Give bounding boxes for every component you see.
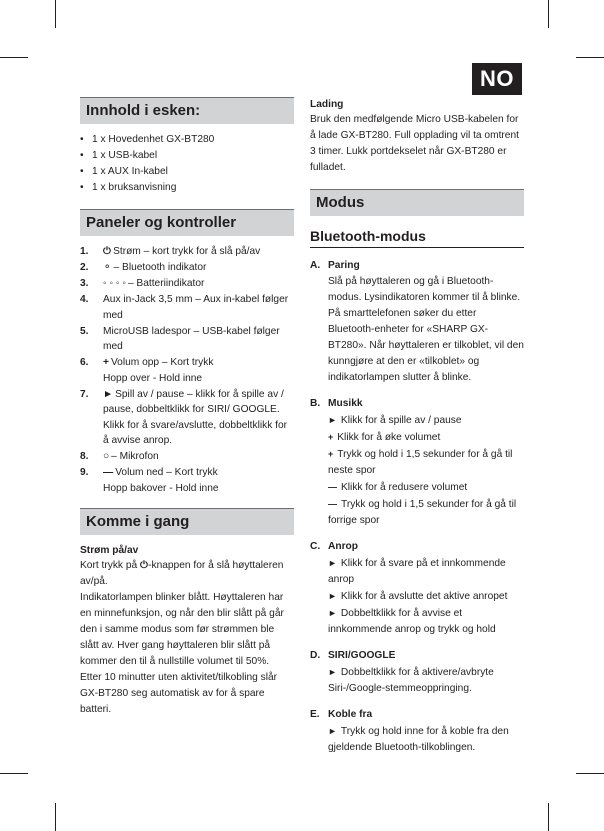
control-icon: ⏻ [103, 246, 112, 257]
controls-list [80, 244, 294, 496]
mode-item [310, 539, 524, 638]
control-text [103, 244, 294, 260]
control-icon: + [103, 357, 109, 368]
control-number: 9. [80, 467, 89, 478]
mode-line-icon: ► [328, 558, 337, 568]
control-text [103, 387, 294, 449]
mode-line [328, 446, 524, 479]
control-description: – Bluetooth indikator [113, 262, 207, 273]
power-subheading: Strøm på/av [80, 545, 139, 556]
power-paragraph-2: Indikatorlampen blinker blått. Høyttaleren har en minnefunksjon, og når den blir slått på går den i samme modus som før strømmen ble slått av. Hver gang høyttaleren blir slått på kommer den til å nullstille volumet til 50%. [80, 592, 284, 667]
control-description: – Batteriindikator [127, 278, 205, 289]
mode-line-text: Dobbeltklikk for å aktivere/avbryte Siri-/Google-stemmeoppringing. [328, 667, 494, 694]
box-item: • 1 x USB-kabel [80, 148, 294, 164]
control-text [103, 324, 294, 355]
right-column [310, 97, 524, 756]
power-paragraph-3: Etter 10 minutter uten aktivitet/tilkobling slår GX-BT280 seg automatisk av for å spare batteri. [80, 672, 278, 715]
control-item [80, 465, 294, 496]
control-text [103, 260, 294, 276]
mode-letter: A. [310, 260, 321, 271]
box-item: • 1 x AUX In-kabel [80, 164, 294, 180]
mode-content [328, 539, 524, 638]
mode-line [328, 588, 524, 605]
mode-items [310, 258, 524, 756]
box-item: • 1 x bruksanvisning [80, 180, 294, 196]
box-item: • 1 x Hovedenhet GX-BT280 [80, 132, 294, 148]
mode-line-text: Slå på høyttaleren og gå i Bluetooth-modus. Lysindikatoren kommer til å blinke. På smarttelefonen søker du etter Bluetooth-enheter for «SHARP GX-BT280». Når høyttaleren er tilkoblet, vil den kunngjøre at den er «tilkoblet» og indikatorlampen slutter å blinke. [328, 276, 524, 383]
mode-content [328, 258, 524, 386]
control-icon: ○ [103, 451, 110, 462]
mode-letter: C. [310, 541, 321, 552]
mode-line-text: Klikk for å øke volumet [337, 432, 441, 443]
mode-line-icon: ► [328, 591, 337, 601]
mode-line-text: Klikk for å avslutte det aktive anropet [340, 591, 508, 602]
charging-paragraph: Bruk den medfølgende Micro USB-kabelen for å lade GX-BT280. Full opplading vil ta omtrent 3 timer. Lukk portdekselet når GX-BT280 er fulladet. [310, 114, 519, 173]
crop-mark [55, 803, 56, 831]
mode-line [328, 429, 524, 446]
mode-letter: E. [310, 709, 320, 720]
mode-line [328, 723, 524, 756]
control-text [103, 465, 294, 496]
control-description-secondary: Hopp bakover - Hold inne [103, 482, 219, 494]
mode-line [328, 479, 524, 496]
control-icon: ◦ ◦ ◦ ◦ [103, 278, 126, 289]
control-number: 8. [80, 451, 89, 462]
control-description-secondary: Hopp over - Hold inne [103, 372, 203, 384]
control-number: 2. [80, 262, 89, 273]
control-item [80, 276, 294, 292]
crop-mark [548, 803, 549, 831]
language-badge: NO [472, 63, 522, 95]
control-text [103, 292, 294, 323]
mode-line-icon: ► [328, 726, 337, 736]
crop-mark [0, 57, 28, 58]
bluetooth-mode-title: Bluetooth-modus [310, 228, 524, 248]
box-contents-heading: Innhold i esken: [80, 97, 294, 124]
control-item [80, 260, 294, 276]
control-description: Spill av / pause – klikk for å spille av / pause, dobbeltklikk for SIRI/ GOOGLE. Klikk for å svare/avslutte, dobbeltklikk for å avvise anrop. [103, 388, 288, 446]
control-number: 1. [80, 246, 89, 257]
power-text-pre: Kort trykk på [80, 560, 141, 571]
mode-item [310, 707, 524, 756]
control-item [80, 324, 294, 355]
mode-line-icon: — [328, 482, 337, 492]
mode-line [328, 555, 524, 588]
control-item [80, 244, 294, 260]
control-item [80, 449, 294, 465]
mode-line-icon: ► [328, 415, 337, 425]
power-paragraph-1 [80, 558, 294, 590]
mode-letter: B. [310, 398, 321, 409]
mode-item [310, 648, 524, 697]
mode-line-text: Klikk for å spille av / pause [340, 415, 462, 426]
mode-line-text: Dobbeltklikk for å avvise et innkommende anrop og trykk og hold [328, 608, 496, 635]
mode-content [328, 648, 524, 697]
modus-heading: Modus [310, 189, 524, 216]
mode-letter: D. [310, 650, 321, 661]
mode-line-text: Klikk for å svare på et innkommende anrop [328, 558, 506, 585]
control-icon: — [103, 467, 114, 478]
control-description: MicroUSB ladespor – USB-kabel følger med [103, 325, 280, 352]
control-description: Volum opp – Kort trykk [110, 357, 214, 368]
control-item [80, 387, 294, 449]
control-description: Aux in-Jack 3,5 mm – Aux in-kabel følger med [103, 294, 289, 321]
mode-item [310, 258, 524, 386]
charging-subheading: Lading [310, 99, 344, 110]
mode-line [328, 274, 524, 386]
mode-content [328, 707, 524, 756]
control-number: 3. [80, 278, 89, 289]
mode-line-icon: + [328, 449, 334, 459]
power-icon: ⏻ [140, 560, 149, 571]
crop-mark [0, 773, 28, 774]
crop-mark [55, 0, 56, 28]
left-column [80, 97, 294, 718]
mode-label: Koble fra [328, 709, 373, 720]
mode-line-icon: ► [328, 608, 337, 618]
mode-line-text: Trykk og hold i 1,5 sekunder for å gå til forrige spor [328, 499, 517, 526]
control-text [103, 449, 294, 465]
mode-label: Paring [328, 260, 360, 271]
mode-label: SIRI/GOOGLE [328, 650, 396, 661]
crop-mark [548, 0, 549, 28]
control-text [103, 276, 294, 292]
mode-line-icon: + [328, 432, 334, 442]
control-item [80, 292, 294, 323]
mode-line-icon: ► [328, 667, 337, 677]
control-number: 6. [80, 357, 89, 368]
crop-mark [576, 57, 604, 58]
control-number: 4. [80, 294, 89, 305]
control-icon: ► [103, 388, 114, 400]
power-text-post: -knappen for å slå høyttaleren av/på. [80, 560, 284, 587]
mode-label: Anrop [328, 541, 358, 552]
mode-line-text: Klikk for å redusere volumet [341, 482, 468, 493]
control-number: 7. [80, 388, 89, 400]
mode-line [328, 605, 524, 638]
control-description: – Mikrofon [111, 451, 159, 462]
control-description: Strøm – kort trykk for å slå på/av [113, 246, 261, 257]
box-contents-list [80, 132, 294, 196]
mode-line-text: Trykk og hold inne for å koble fra den gjeldende Bluetooth-tilkoblingen. [328, 726, 509, 753]
control-item [80, 355, 294, 386]
crop-mark [576, 773, 604, 774]
panels-heading: Paneler og kontroller [80, 209, 294, 236]
mode-line-text: Trykk og hold i 1,5 sekunder for å gå til neste spor [328, 449, 513, 476]
control-number: 5. [80, 325, 89, 337]
control-text [103, 355, 294, 386]
control-description: Volum ned – Kort trykk [115, 467, 218, 478]
getting-started-heading: Komme i gang [80, 508, 294, 535]
mode-content [328, 396, 524, 529]
mode-label: Musikk [328, 398, 363, 409]
mode-line [328, 496, 524, 529]
mode-line-icon: — [328, 499, 337, 509]
mode-item [310, 396, 524, 529]
control-icon: ⚬ [103, 262, 112, 273]
mode-line [328, 664, 524, 697]
mode-line [328, 412, 524, 429]
